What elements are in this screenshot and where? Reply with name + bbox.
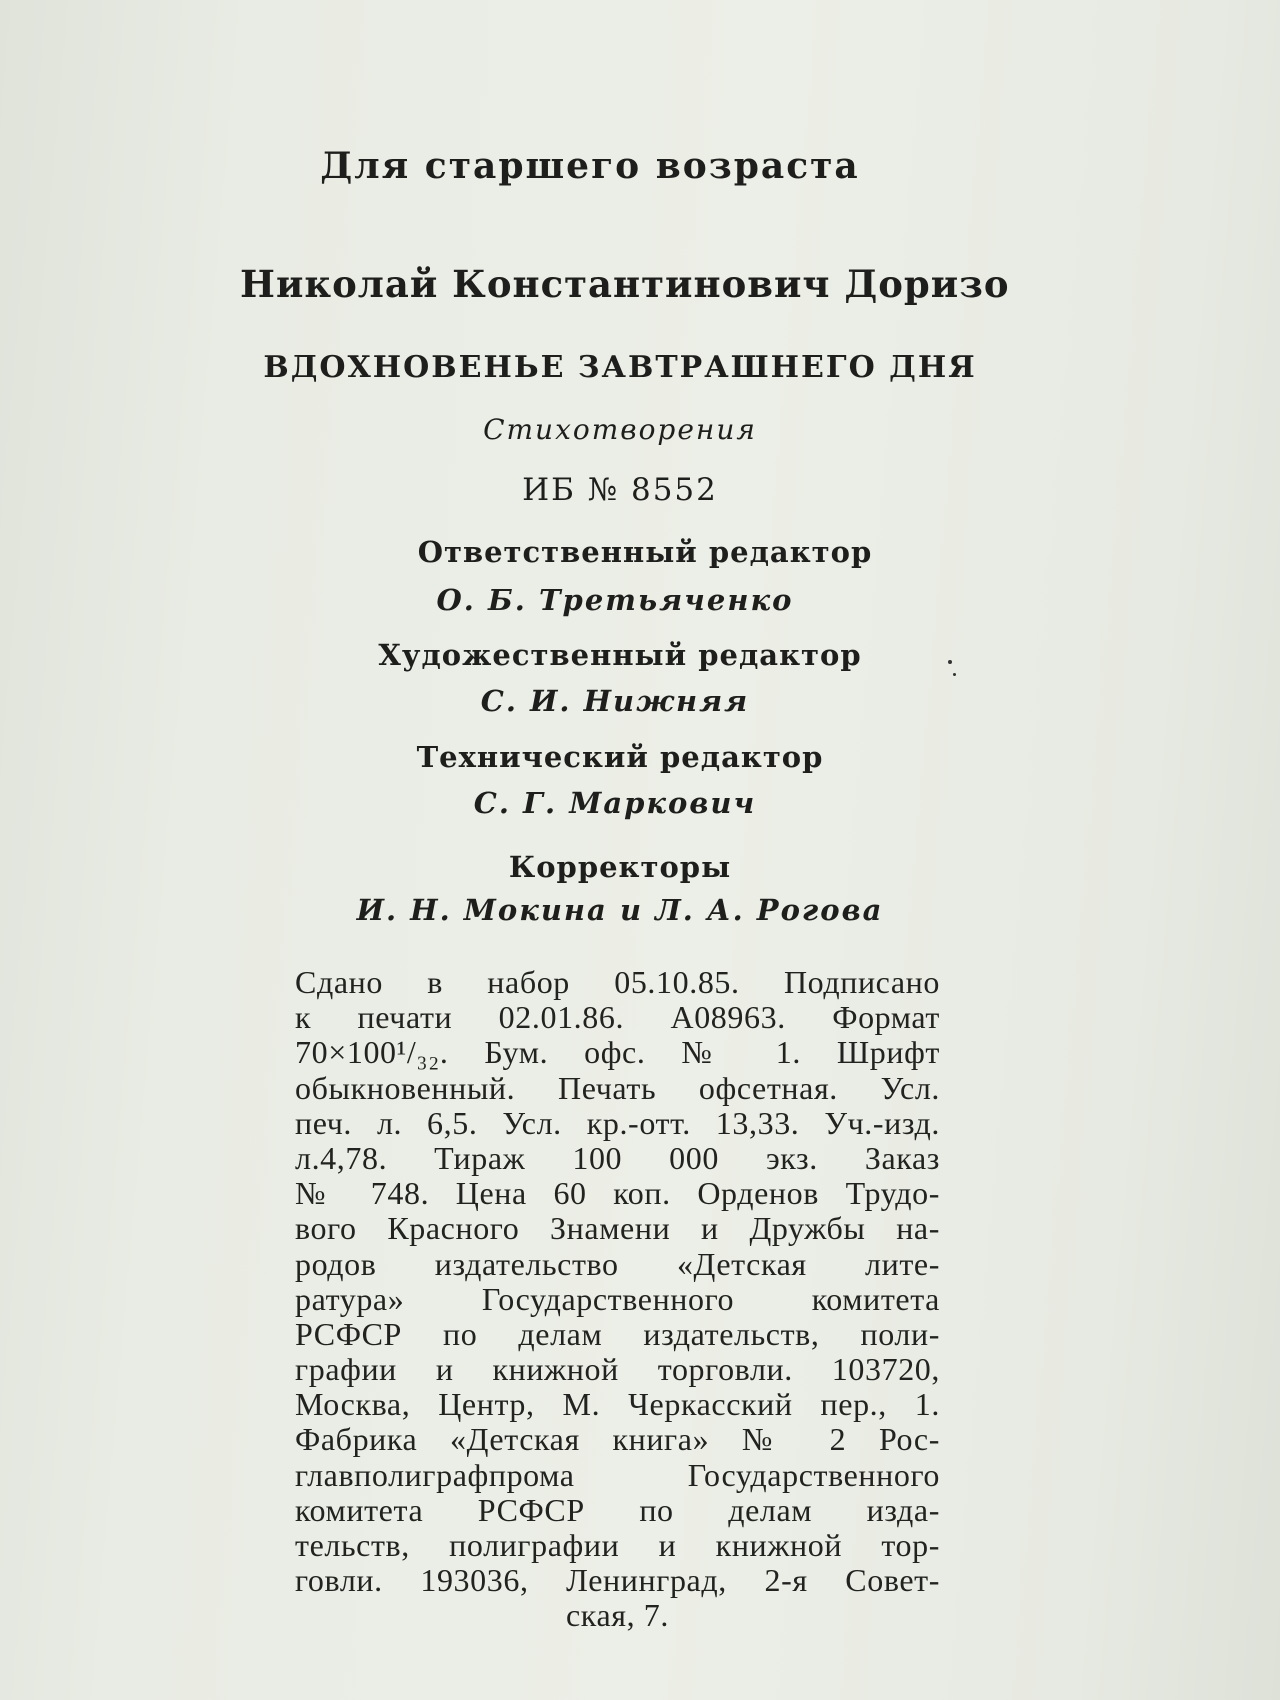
imprint-line: Сдано в набор 05.10.85. Подписано	[295, 964, 940, 1000]
credit-names-proofreaders: И. Н. Мокина и Л. А. Рогова	[356, 893, 884, 927]
imprint-line: РСФСР по делам издательств, поли-	[295, 1315, 940, 1352]
imprint-line: вого Красного Знамени и Дружбы на-	[295, 1210, 940, 1247]
imprint-line: ратура» Государственного комитета	[295, 1280, 940, 1317]
imprint-line: Москва, Центр, М. Черкасский пер., 1.	[295, 1386, 940, 1423]
imprint-line: ская, 7.	[566, 1597, 669, 1634]
imprint-block	[295, 965, 940, 1634]
imprint-line: графии и книжной торговли. 103720,	[295, 1351, 940, 1388]
imprint-line: родов издательство «Детская лите-	[295, 1245, 940, 1282]
imprint-line: Фабрика «Детская книга» № 2 Рос-	[295, 1421, 940, 1458]
imprint-line: к печати 02.01.86. А08963. Формат	[295, 999, 940, 1036]
imprint-line: главполиграфпрома Государственного	[295, 1456, 940, 1493]
credit-names-responsible-editor: О. Б. Третьяченко	[436, 583, 794, 617]
book-title: ВДОХНОВЕНЬЕ ЗАВТРАШНЕГО ДНЯ	[263, 350, 977, 385]
ib-number: ИБ № 8552	[522, 472, 718, 508]
age-note: Для старшего возраста	[320, 145, 860, 187]
imprint-line: печ. л. 6,5. Усл. кр.-отт. 13,33. Уч.-изд.	[295, 1104, 940, 1141]
imprint-line: говли. 193036, Ленинград, 2-я Совет-	[295, 1562, 940, 1599]
imprint-line: 70×100¹/₃₂. Бум. офс. № 1. Шрифт	[295, 1034, 940, 1071]
credit-role-art-editor: Художественный редактор	[378, 638, 862, 672]
imprint-line: № 748. Цена 60 коп. Орденов Трудо-	[295, 1175, 940, 1212]
paper-speck	[948, 660, 952, 664]
imprint-line: обыкновенный. Печать офсетная. Усл.	[295, 1069, 940, 1106]
credit-names-art-editor: С. И. Нижняя	[480, 684, 750, 718]
paper-speck	[953, 673, 956, 676]
credit-names-tech-editor: С. Г. Маркович	[473, 786, 757, 820]
imprint-line: комитета РСФСР по делам изда-	[295, 1491, 940, 1528]
credit-role-proofreaders: Корректоры	[508, 850, 732, 884]
author-name: Николай Константинович Доризо	[240, 262, 1010, 306]
imprint-line: тельств, полиграфии и книжной тор-	[295, 1527, 940, 1563]
genre: Стихотворения	[483, 413, 757, 446]
credit-role-tech-editor: Технический редактор	[416, 740, 824, 774]
imprint-line: л.4,78. Тираж 100 000 экз. Заказ	[295, 1139, 940, 1176]
credit-role-responsible-editor: Ответственный редактор	[417, 535, 873, 569]
